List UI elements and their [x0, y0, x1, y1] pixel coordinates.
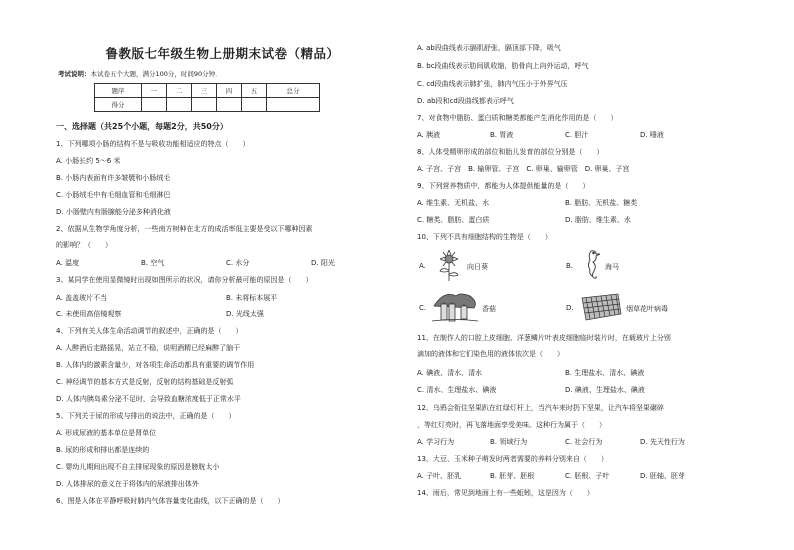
q9-option-d: D. 脂肪、维生素、水 — [565, 216, 631, 224]
q12-option-c: C. 社会行为 — [565, 438, 603, 446]
score-cell[interactable] — [267, 98, 320, 112]
mushroom-icon — [430, 288, 480, 324]
question-4: 4、下列有关人体生命活动调节的叙述中，正确的是（ ） — [56, 327, 243, 335]
q5-option-b: B. 尿的形成和排出都是连续的 — [56, 446, 150, 454]
q7-option-d: D. 唾液 — [640, 131, 664, 139]
q9-option-a: A. 维生素、无机盐、水 — [417, 199, 490, 207]
question-13: 13、大豆、玉米种子萌发时两者需要的养料分别来自（ ） — [417, 455, 608, 463]
q2-option-d: D. 阳光 — [311, 259, 335, 267]
q8-options: A. 子宫、子宫 B. 输卵管、子宫 C. 卵巢、输卵管 D. 卵巢、子宫 — [417, 165, 630, 173]
score-header-cell: 四 — [217, 84, 242, 98]
score-cell[interactable] — [192, 98, 217, 112]
q11-option-d: D. 碘液、生理盐水、碘液 — [565, 386, 645, 394]
q13-option-b: B. 胚芽、胚根 — [490, 472, 535, 480]
score-header-cell: 一 — [142, 84, 167, 98]
q12-option-d: D. 先天性行为 — [640, 438, 685, 446]
sunflower-icon — [432, 248, 466, 282]
question-8: 8、人体受精卵形成的部位和胎儿发育的部位分别是（ ） — [417, 148, 604, 156]
score-cell[interactable] — [217, 98, 242, 112]
question-9: 9、下列营养物质中，都能为人体提供能量的是（ ） — [417, 182, 590, 190]
score-table — [94, 83, 320, 112]
score-table-header — [95, 84, 320, 98]
question-5: 5、下列关于尿的形成与排出的说法中，正确的是（ ） — [56, 412, 236, 420]
question-11: 11、在制作人的口腔上皮细胞、洋葱鳞片叶表皮细胞临时装片时，在载玻片上分别 — [417, 334, 671, 342]
fig-name-a: 向日葵 — [467, 263, 488, 271]
q6-option-d: D. ab段和cd段曲线都表示呼气 — [417, 97, 514, 105]
question-11-cont: 滴加的液体和它们染色用的液体依次是（ ） — [417, 350, 564, 358]
q2-option-c: C. 水分 — [226, 259, 250, 267]
q11-option-b: B. 生理盐水、清水、碘液 — [565, 369, 645, 377]
q6-option-a: A. ab段曲线表示膈肌舒张，膈顶部下降，吸气 — [417, 44, 561, 52]
q4-option-c: C. 神经调节的基本方式是反射，反射的结构基础是反射弧 — [56, 378, 234, 386]
q11-option-c: C. 清水、生理盐水、碘液 — [417, 386, 497, 394]
q3-option-a: A. 盖盖玻片不当 — [56, 294, 108, 302]
q3-option-c: C. 未使用高倍镜观察 — [56, 310, 122, 318]
q3-option-d: D. 光线太强 — [226, 310, 264, 318]
fig-name-b: 海马 — [605, 263, 619, 271]
score-header-cell: 五 — [242, 84, 267, 98]
q6-option-b: B. bc段曲线表示肋间肌收缩，肋骨向上向外运动，呼气 — [417, 62, 589, 70]
score-header-cell: 题序 — [95, 84, 142, 98]
score-header-cell: 总分 — [267, 84, 320, 98]
q1-option-a: A. 小肠长约 5～6 米 — [56, 157, 121, 165]
question-6: 6、图是人体在平静呼吸时肺内气体容量变化曲线，以下正确的是（ ） — [56, 497, 285, 505]
q13-option-d: D. 胚轴、胚芽 — [640, 472, 685, 480]
question-12-cont: ，等红灯亮时，再飞落地面享受美味。这种行为属于（ ） — [417, 421, 606, 429]
page-title: 鲁教版七年级生物上册期末试卷（精品） — [105, 46, 340, 61]
score-header-cell: 二 — [167, 84, 192, 98]
exam-note-text: 本试卷五个大题，满分100分，时间90分钟． — [90, 70, 222, 78]
question-7: 7、对食物中脂肪、蛋白质和糖类都能产生消化作用的是（ ） — [417, 114, 618, 122]
exam-note — [58, 69, 222, 78]
fig-name-d: 烟草花叶病毒 — [626, 305, 668, 313]
score-header-cell: 三 — [192, 84, 217, 98]
question-3: 3、某同学在使用显微镜时出现如图所示的状况，请你分析最可能的原因是（ ） — [56, 276, 313, 284]
fig-label-d: D. — [566, 304, 574, 312]
question-2-cont: 的影响？（ ） — [56, 241, 112, 249]
q2-option-b: B. 空气 — [141, 259, 165, 267]
tobacco-mosaic-virus-icon — [578, 292, 624, 322]
q7-option-a: A. 胰液 — [417, 131, 441, 139]
section-heading: 一、选择题（共25个小题，每题2分，共50分） — [56, 122, 228, 131]
exam-note-label: 考试说明： — [58, 70, 91, 78]
q12-option-a: A. 学习行为 — [417, 438, 455, 446]
q11-option-a: A. 碘液、清水、清水 — [417, 369, 483, 377]
q7-option-c: C. 胆汁 — [565, 131, 589, 139]
question-2: 2、依据从生物学角度分析，一些南方树种在北方的成活率低主要是受以下哪种因素 — [56, 225, 313, 233]
q2-option-a: A. 温度 — [56, 259, 80, 267]
q12-option-b: B. 领域行为 — [490, 438, 528, 446]
q5-option-a: A. 形成尿液的基本单位是肾单位 — [56, 429, 157, 437]
question-12: 12、乌鸦会衔住坚果趴在红绿灯杆上，当汽车来时扔下坚果，让汽车将坚果碾碎 — [417, 404, 664, 412]
question-1: 1、下列哪项小肠的结构不是与吸收功能相适应的特点（ ） — [56, 140, 250, 148]
q5-option-c: C. 婴幼儿期间出现不自主排尿现象的原因是膀胱太小 — [56, 463, 220, 471]
question-10: 10、下列不具有细胞结构的生物是（ ） — [417, 233, 552, 241]
q6-option-c: C. cd段曲线表示肺扩张，肺内气压小于外界气压 — [417, 80, 568, 88]
fig-label-b: B. — [566, 262, 574, 270]
q13-option-a: A. 子叶、胚乳 — [417, 472, 462, 480]
score-cell[interactable] — [242, 98, 267, 112]
q9-option-b: B. 脂肪、无机盐、糖类 — [565, 199, 638, 207]
q7-option-b: B. 胃液 — [490, 131, 514, 139]
q1-option-d: D. 小肠壁内有肠腺能分泌多种消化液 — [56, 208, 171, 216]
q4-option-d: D. 人体内胰岛素分泌不足时，会导致血糖浓度低于正常水平 — [56, 395, 241, 403]
seahorse-icon — [581, 248, 603, 282]
q3-option-b: B. 未将标本展平 — [226, 294, 278, 302]
q1-option-c: C. 小肠绒毛中有毛细血管和毛细淋巴 — [56, 191, 171, 199]
score-row-label: 得分 — [95, 98, 142, 112]
fig-label-a: A. — [419, 262, 426, 270]
score-cell[interactable] — [142, 98, 167, 112]
q4-option-b: B. 人体内的激素含量少，对各项生命活动都具有重要的调节作用 — [56, 361, 255, 369]
fig-label-c: C. — [419, 304, 427, 312]
q4-option-a: A. 人醉酒后走路摇晃，站立不稳，说明酒精已经麻醉了脑干 — [56, 344, 241, 352]
q13-option-c: C. 胚根、子叶 — [565, 472, 610, 480]
q9-option-c: C. 糖类、脂肪、蛋白质 — [417, 216, 490, 224]
score-cell[interactable] — [167, 98, 192, 112]
q1-option-b: B. 小肠内表面有许多皱襞和小肠绒毛 — [56, 174, 171, 182]
question-14: 14、雨后，常见到地面上有一些蚯蚓，这是因为（ ） — [417, 489, 594, 497]
score-table-row — [95, 98, 320, 112]
q5-option-d: D. 人体排尿的意义在于将体内的尿液排出体外 — [56, 480, 199, 488]
fig-name-c: 香菇 — [482, 305, 496, 313]
